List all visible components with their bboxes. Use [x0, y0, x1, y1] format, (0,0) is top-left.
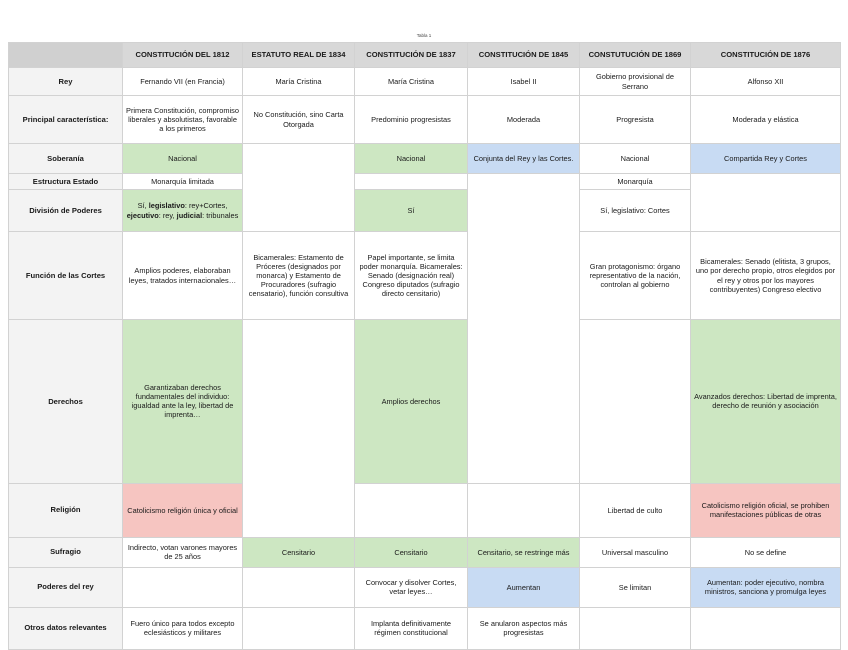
cell-poderes-1876: Aumentan: poder ejecutivo, nombra ministros, sanciona y promulga leyes	[691, 567, 841, 607]
division-legislativo: legislativo	[148, 201, 185, 211]
table-row-funcion	[9, 232, 841, 320]
cell-derechos-1869: Avanzados derechos: Libertad de imprenta, derecho de reunión y asociación	[691, 320, 841, 484]
cell-otros-1812: Fuero único para todos excepto eclesiásticos y militares	[123, 607, 243, 649]
cell-soberania-1837: Nacional	[355, 144, 468, 174]
row-label-soberania: Soberanía	[9, 144, 123, 174]
row-label-funcion: Función de las Cortes	[9, 232, 123, 320]
cell-principal-1876: Moderada y elástica	[691, 96, 841, 144]
cell-1876-empty-block	[691, 174, 841, 232]
row-label-poderes: Poderes del rey	[9, 567, 123, 607]
table-row-religion	[9, 483, 841, 537]
table-row-principal	[9, 96, 841, 144]
cell-division-1869: Sí, legislativo: Cortes	[580, 190, 691, 232]
cell-derechos-1837: Amplios derechos	[355, 320, 468, 484]
cell-religion-1876: Catolicismo religión oficial, se prohiben manifestaciones públicas de otras	[691, 483, 841, 537]
cell-funcion-1812: Amplios poderes, elaboraban leyes, tratados internacionales…	[123, 232, 243, 320]
cell-estructura-1869: Monarquía	[580, 174, 691, 190]
table-row-soberania	[9, 144, 841, 174]
table-row-estructura	[9, 174, 841, 190]
column-header-1834: ESTATUTO REAL DE 1834	[243, 43, 355, 68]
table-caption: Tabla 1	[416, 33, 432, 38]
table-row-otros	[9, 607, 841, 649]
table-row-derechos	[9, 320, 841, 484]
cell-1834-empty-block-1	[243, 144, 355, 232]
cell-otros-1834	[243, 607, 355, 649]
table-row-sufragio	[9, 537, 841, 567]
division-text-4: : tribunales	[202, 210, 239, 220]
division-text-2: : rey+Cortes,	[184, 201, 228, 211]
cell-rey-1869: Gobierno provisional de Serrano	[580, 68, 691, 96]
column-header-1812: CONSTITUCIÓN DEL 1812	[123, 43, 243, 68]
row-label-division: División de Poderes	[9, 190, 123, 232]
cell-1834-empty-block-2	[243, 320, 355, 538]
cell-funcion-1834: Bicamerales: Estamento de Próceres (designados por monarca) y Estamento de Procuradores (sufragio censatario), función consultiva	[243, 232, 355, 320]
cell-derechos-1845	[580, 320, 691, 484]
cell-estructura-1837	[355, 174, 468, 190]
cell-sufragio-1812: Indirecto, votan varones mayores de 25 años	[123, 537, 243, 567]
cell-poderes-1837: Convocar y disolver Cortes, vetar leyes…	[355, 567, 468, 607]
cell-sufragio-1845: Censitario, se restringe más	[468, 537, 580, 567]
cell-principal-1837: Predominio progresistas	[355, 96, 468, 144]
cell-otros-1869	[580, 607, 691, 649]
column-header-1845: CONSTITUCIÓN DE 1845	[468, 43, 580, 68]
row-label-rey: Rey	[9, 68, 123, 96]
cell-poderes-1834	[243, 567, 355, 607]
cell-principal-1834: No Constitución, sino Carta Otorgada	[243, 96, 355, 144]
cell-funcion-1837: Papel importante, se limita poder monarquía. Bicamerales: Senado (designación real) Congreso diputados (sufragio directo censitario)	[355, 232, 468, 320]
cell-otros-1845: Se anularon aspectos más progresistas	[468, 607, 580, 649]
cell-religion-1845	[468, 483, 580, 537]
cell-poderes-1812	[123, 567, 243, 607]
division-judicial: judicial	[176, 210, 203, 220]
cell-principal-1812: Primera Constitución, compromiso liberales y absolutistas, favorable a los primeros	[123, 96, 243, 144]
cell-rey-1876: Alfonso XII	[691, 68, 841, 96]
cell-soberania-1845: Conjunta del Rey y las Cortes.	[468, 144, 580, 174]
cell-soberania-1812: Nacional	[123, 144, 243, 174]
cell-otros-1876	[691, 607, 841, 649]
cell-division-1837: Sí	[355, 190, 468, 232]
column-header-1869: CONSTUTUCIÓN DE 1869	[580, 43, 691, 68]
constitutions-comparison-table	[8, 42, 841, 650]
cell-division-1812	[123, 190, 243, 232]
column-header-1876: CONSTITUCIÓN DE 1876	[691, 43, 841, 68]
row-label-otros: Otros datos relevantes	[9, 607, 123, 649]
division-ejecutivo: ejecutivo	[126, 210, 159, 220]
cell-rey-1845: Isabel II	[468, 68, 580, 96]
cell-sufragio-1834: Censitario	[243, 537, 355, 567]
cell-1845-empty-block	[468, 174, 580, 484]
row-label-estructura: Estructura Estado	[9, 174, 123, 190]
cell-principal-1869: Progresista	[580, 96, 691, 144]
row-label-sufragio: Sufragio	[9, 537, 123, 567]
cell-funcion-1869: Gran protagonismo: órgano representativo de la nación, controlan al gobierno	[580, 232, 691, 320]
cell-religion-1812: Catolicismo religión única y oficial	[123, 483, 243, 537]
row-label-principal: Principal característica:	[9, 96, 123, 144]
row-label-derechos: Derechos	[9, 320, 123, 484]
header-row	[9, 43, 841, 68]
cell-sufragio-1869: Universal masculino	[580, 537, 691, 567]
cell-funcion-1876: Bicamerales: Senado (elitista, 3 grupos, uno por derecho propio, otros elegidos por el rey y otros por los mayores contribuyentes) Congreso electivo	[691, 232, 841, 320]
header-corner	[9, 43, 123, 68]
division-text-1: Sí,	[137, 201, 149, 211]
cell-poderes-1869: Se limitan	[580, 567, 691, 607]
cell-soberania-1869: Nacional	[580, 144, 691, 174]
cell-rey-1812: Fernando VII (en Francia)	[123, 68, 243, 96]
table-row-rey	[9, 68, 841, 96]
cell-rey-1834: María Cristina	[243, 68, 355, 96]
cell-sufragio-1876: No se define	[691, 537, 841, 567]
cell-religion-1869: Libertad de culto	[580, 483, 691, 537]
cell-soberania-1876: Compartida Rey y Cortes	[691, 144, 841, 174]
cell-sufragio-1837: Censitario	[355, 537, 468, 567]
table-row-poderes	[9, 567, 841, 607]
cell-poderes-1845: Aumentan	[468, 567, 580, 607]
cell-derechos-1812: Garantizaban derechos fundamentales del individuo: igualdad ante la ley, libertad de imprenta…	[123, 320, 243, 484]
division-text-3: : rey,	[158, 210, 177, 220]
cell-religion-1837	[355, 483, 468, 537]
cell-rey-1837: María Cristina	[355, 68, 468, 96]
row-label-religion: Religión	[9, 483, 123, 537]
cell-otros-1837: Implanta definitivamente régimen constitucional	[355, 607, 468, 649]
cell-principal-1845: Moderada	[468, 96, 580, 144]
column-header-1837: CONSTITUCIÓN DE 1837	[355, 43, 468, 68]
cell-estructura-1812: Monarquía limitada	[123, 174, 243, 190]
